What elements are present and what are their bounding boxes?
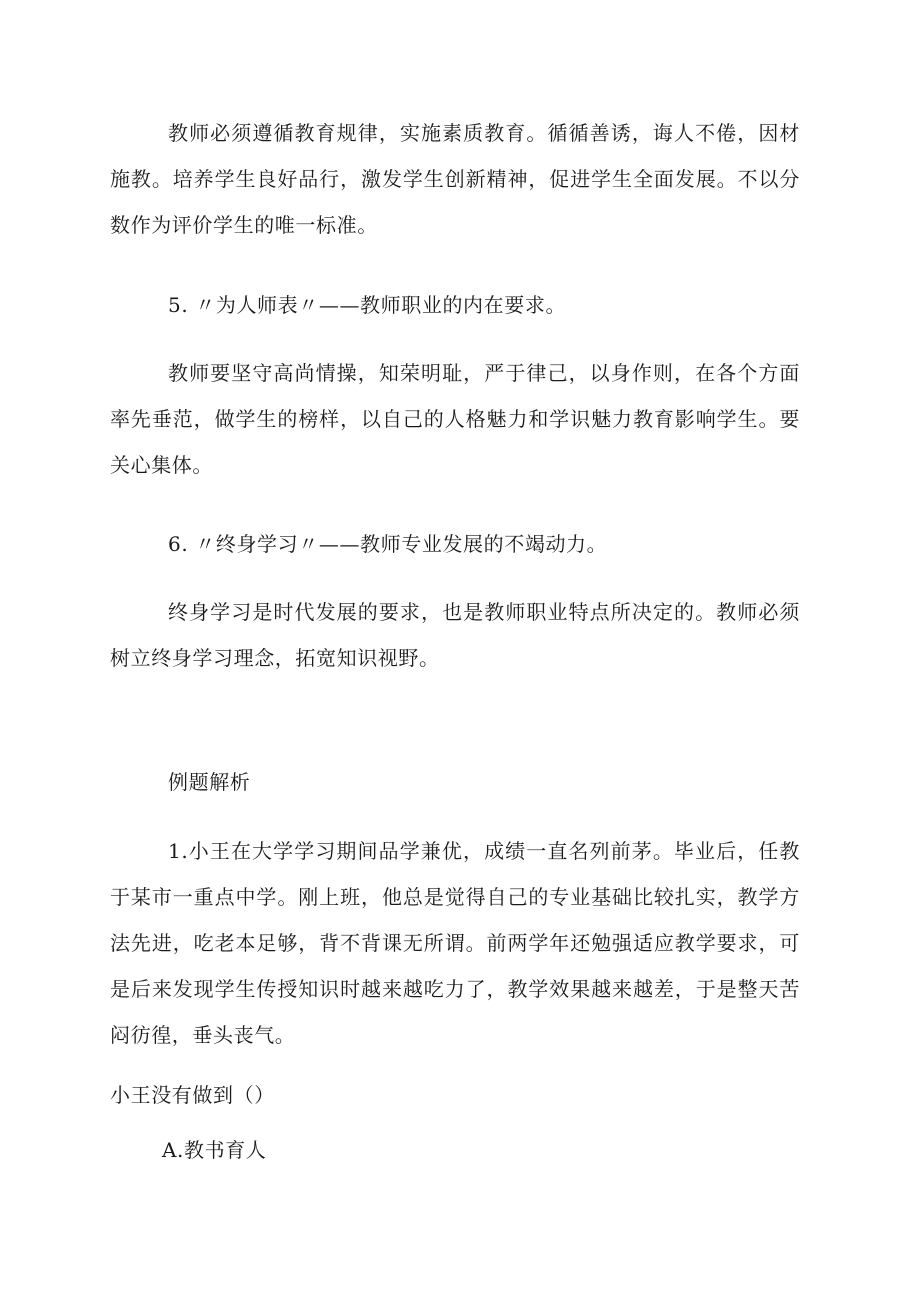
section-title: 例题解析	[168, 770, 251, 794]
question-prompt: 小王没有做到（）	[110, 1083, 275, 1107]
question-1-text: 1.小王在大学学习期间品学兼优，成绩一直名列前茅。毕业后，任教于某市一重点中学。刚上班，他总是觉得自己的专业基础比较扎实，教学方法先进，吃老本足够，背不背课无所谓。前两学年还勉强适应教学要求，可是后来发现学生传授知识时越来越吃力了，教学效果越来越差，于是整天苦闷彷徨，垂头丧气。	[110, 839, 800, 1047]
heading-item-5: 5. 〃为人师表〃——教师职业的内在要求。	[168, 293, 567, 317]
heading-item-6: 6. 〃终身学习〃——教师专业发展的不竭动力。	[168, 532, 608, 556]
paragraph-role-model: 教师要坚守高尚情操，知荣明耻，严于律己，以身作则，在各个方面率先垂范，做学生的榜样，以自己的人格魅力和学识魅力教育影响学生。要关心集体。	[110, 361, 800, 477]
option-a: A.教书育人	[162, 1138, 267, 1162]
paragraph-teaching-rules: 教师必须遵循教育规律，实施素质教育。循循善诱，诲人不倦，因材施教。培养学生良好品行，激发学生创新精神，促进学生全面发展。不以分数作为评价学生的唯一标准。	[110, 121, 800, 237]
paragraph-lifelong-learning: 终身学习是时代发展的要求，也是教师职业特点所决定的。教师必须树立终身学习理念，拓宽知识视野。	[110, 600, 800, 670]
